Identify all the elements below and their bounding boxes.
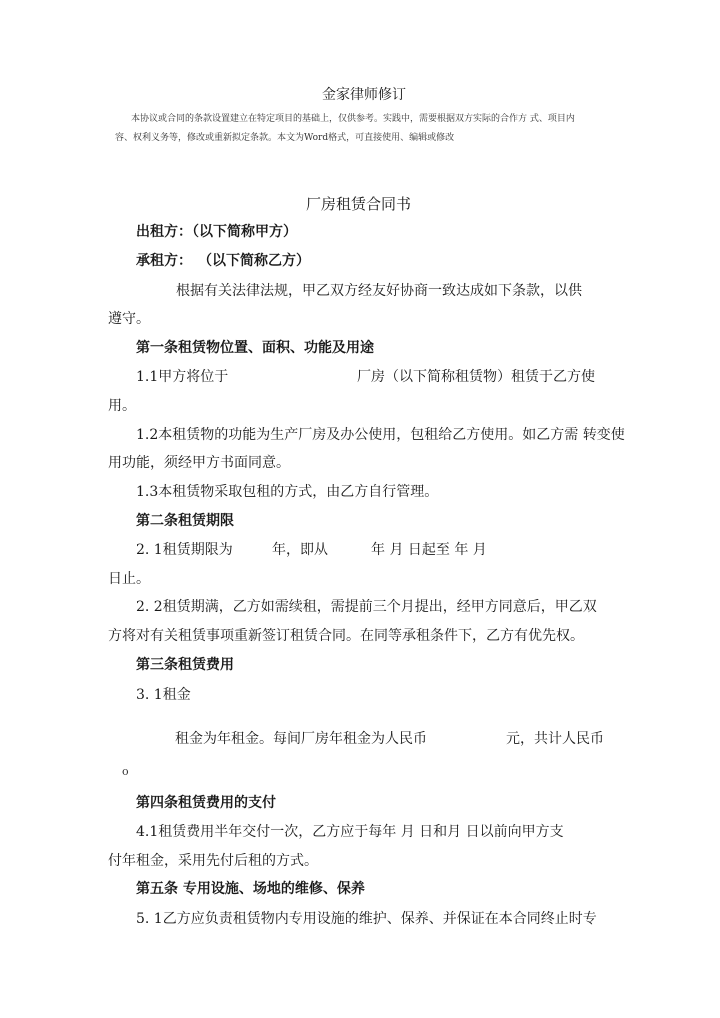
lessee-note: （以下简称乙方） xyxy=(198,253,310,269)
clause-1-2-line-1: 1.2本租赁物的功能为生产厂房及办公使用，包租给乙方使用。如乙方需 转变使 xyxy=(136,427,625,443)
intro-line-2: 遵守。 xyxy=(108,311,150,327)
article-1-heading: 第一条租赁物位置、面积、功能及用途 xyxy=(136,340,374,356)
clause-2-2-line-1: 2. 2租赁期满，乙方如需续租，需提前三个月提出，经甲方同意后，甲乙双 xyxy=(136,599,597,615)
clause-2-2-line-2: 方将对有关租赁事项重新签订租赁合同。在同等承租条件下，乙方有优先权。 xyxy=(108,628,584,644)
disclaimer-line-2: 容、权利义务等，修改或重新拟定条款。本文为Word格式，可直接使用、编辑或修改 xyxy=(115,133,455,143)
clause-1-2-line-2: 用功能，须经甲方书面同意。 xyxy=(108,455,290,471)
article-2-heading: 第二条租赁期限 xyxy=(136,513,234,529)
rent-line-wrap: o xyxy=(122,765,129,778)
document-title: 厂房租赁合同书 xyxy=(306,195,412,213)
lessor-line: 出租方：（以下简称甲方） xyxy=(136,224,297,240)
article-4-heading: 第四条租赁费用的支付 xyxy=(136,795,276,811)
article-5-heading: 第五条 专用设施、场地的维修、保养 xyxy=(136,881,365,897)
clause-2-1-dates: 年 月 日起至 年 月 xyxy=(371,542,487,558)
reviser-note: 金家律师修订 xyxy=(322,87,406,103)
clause-2-1-years: 年，即从 xyxy=(272,542,328,558)
clause-4-1-line-2: 付年租金，采用先付后租的方式。 xyxy=(108,853,318,869)
lessee-label: 承租方： xyxy=(136,253,192,269)
rent-line-start: 租金为年租金。每间厂房年租金为人民币 xyxy=(175,731,427,747)
clause-1-3: 1.3本租赁物采取包租的方式，由乙方自行管理。 xyxy=(136,484,439,500)
clause-1-1-wrap: 用。 xyxy=(108,398,136,414)
clause-1-1-end: 厂房（以下简称租赁物）租赁于乙方使 xyxy=(357,369,595,385)
article-3-heading: 第三条租赁费用 xyxy=(136,657,234,673)
intro-line-1: 根据有关法律法规，甲乙双方经友好协商一致达成如下条款，以供 xyxy=(176,283,582,299)
clause-1-1-start: 1.1甲方将位于 xyxy=(136,369,229,385)
clause-4-1-line-1: 4.1租赁费用半年交付一次，乙方应于每年 月 日和月 日以前向甲方支 xyxy=(136,824,564,840)
rent-line-end: 元，共计人民币 xyxy=(506,731,604,747)
clause-3-1: 3. 1租金 xyxy=(136,687,191,703)
clause-2-1-start: 2. 1租赁期限为 xyxy=(136,542,233,558)
clause-2-1-wrap: 日止。 xyxy=(108,571,150,587)
disclaimer-line-1: 本协议或合同的条款设置建立在特定项目的基础上，仅供参考。实践中，需要根据双方实际的合作方 式、项目内 xyxy=(131,114,575,124)
clause-5-1: 5. 1乙方应负责租赁物内专用设施的维护、保养、并保证在本合同终止时专 xyxy=(136,911,597,927)
